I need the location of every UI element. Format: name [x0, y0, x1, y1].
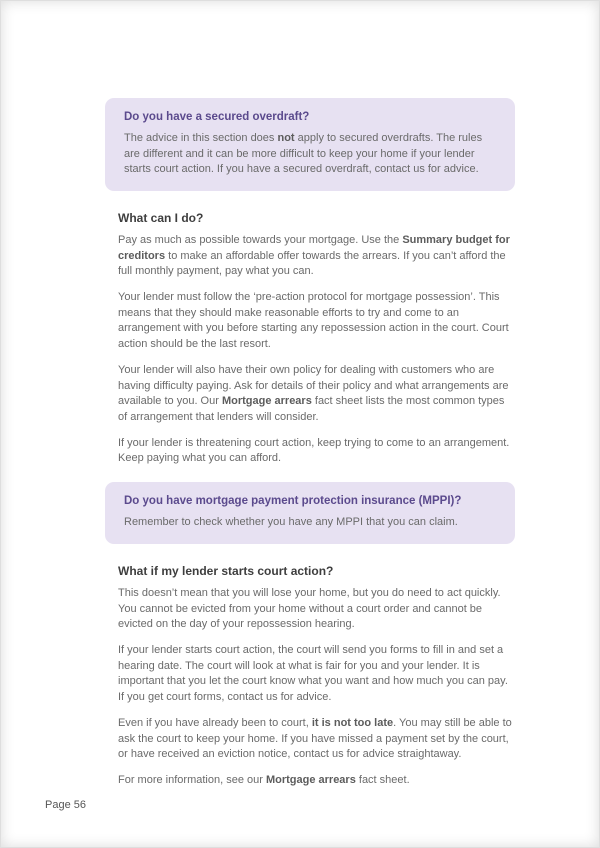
- section-heading-court-action: What if my lender starts court action?: [118, 563, 334, 578]
- paragraph: If your lender is threatening court action, keep trying to come to an arrangement. Keep paying what you can afford.: [118, 436, 510, 465]
- page-content: [118, 1, 514, 799]
- paragraph: For more information, see our Mortgage arrears fact sheet.: [118, 773, 410, 786]
- callout-secured-overdraft-body: The advice in this section does not apply to secured overdrafts. The rules are different and it can be more difficult to keep your home if your lender starts court action. If you have a secured overdraft, contact us for advice.: [124, 132, 483, 176]
- paragraph: Your lender will also have their own policy for dealing with customers who are having difficulty paying. Ask for details of their policy and what arrangements are available to you. Our Mortgage arrears fact sheet lists the most common types of arrangement that lenders will consider.: [118, 363, 509, 424]
- paragraph: If your lender starts court action, the court will send you forms to fill in and set a hearing date. The court will look at what is fair for you and your lender. It is important that you let the court know what you want and how much you can pay. If you get court forms, contact us for advice.: [118, 643, 508, 704]
- callout-secured-overdraft-title: Do you have a secured overdraft?: [124, 111, 310, 123]
- callout-secured-overdraft: [105, 98, 515, 191]
- paragraph: Your lender must follow the ‘pre-action protocol for mortgage possession’. This means that they should make reasonable efforts to try and come to an arrangement with you before starting any repossession action in the court. Court action should be the last resort.: [118, 290, 509, 351]
- paragraph: Pay as much as possible towards your mortgage. Use the Summary budget for creditors to make an affordable offer towards the arrears. If you can’t afford the full monthly payment, pay what you can.: [118, 233, 510, 278]
- paragraph: This doesn’t mean that you will lose your home, but you do need to act quickly. You cannot be evicted from your home without a court order and cannot be evicted on the day of your repossession hearing.: [118, 586, 501, 631]
- callout-mppi-body: Remember to check whether you have any MPPI that you can claim.: [124, 516, 458, 529]
- paragraph: Even if you have already been to court, it is not too late. You may still be able to ask the court to keep your home. If you have missed a payment set by the court, or have received an eviction notice, contact us for advice straightaway.: [118, 716, 512, 761]
- page-number: Page 56: [45, 799, 86, 811]
- callout-mppi-title: Do you have mortgage payment protection insurance (MPPI)?: [124, 495, 462, 508]
- section-heading-what-can-i-do: What can I do?: [118, 210, 204, 225]
- callout-mppi: [105, 482, 515, 544]
